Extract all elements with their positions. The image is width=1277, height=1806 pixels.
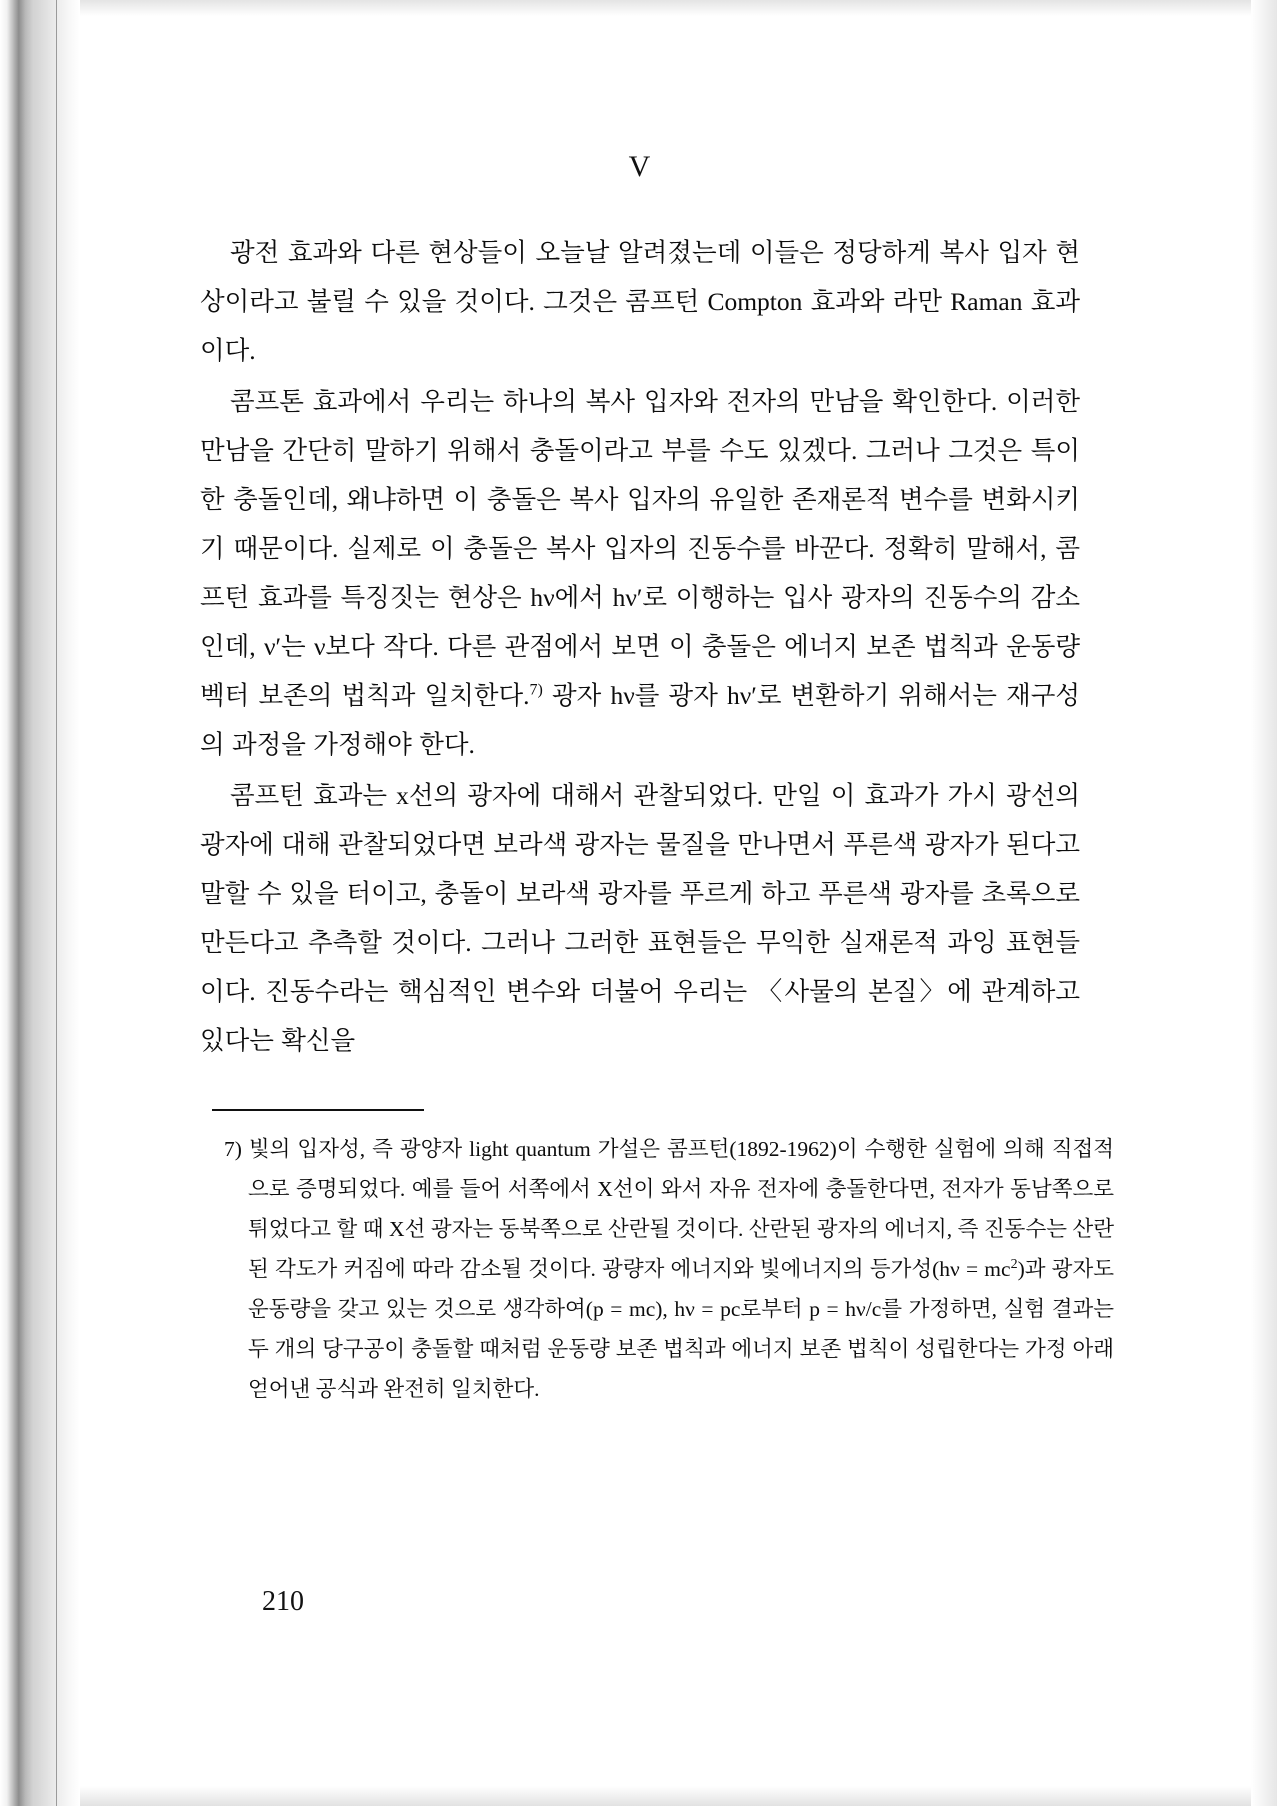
page-spine-line — [56, 0, 57, 1806]
footnote-separator — [212, 1109, 424, 1111]
footnote-7 — [212, 1129, 1114, 1409]
paragraph-2-tail: 광자 hν를 광자 hν′로 변환하기 위해서는 재구성의 과정을 가정해야 한다. — [200, 681, 1080, 759]
page-bottom-shadow — [0, 1786, 1277, 1806]
footnote-reference-7[interactable]: 7) — [529, 681, 543, 699]
paragraph-1: 광전 효과와 다른 현상들이 오늘날 알려졌는데 이들은 정당하게 복사 입자 현상이라고 불릴 수 있을 것이다. 그것은 콤프턴 Compton 효과와 라만 Raman 효과이다. — [200, 238, 1080, 365]
footnote-exponent: 2 — [1010, 1256, 1018, 1272]
page-spine-shadow — [0, 0, 34, 1806]
footnote-text-part1: 빛의 입자성, 즉 광양자 light quantum 가설은 콤프턴(1892-1962)이 수행한 실험에 의해 직접적으로 증명되었다. 예를 들어 서쪽에서 X선이 와서 자유 전자에 충돌한다면, 전자가 동남쪽으로 튀었다고 할 때 X선 광자는 동북쪽으로 산란될 것이다. 산란된 광자의 에너지, 즉 진동수는 산란된 각도가 커짐에 따라 감소될 것이다. 광량자 에너지와 빛에너지의 등가성(hν = mc — [248, 1137, 1114, 1281]
page-number: 210 — [262, 1586, 304, 1617]
paragraph-2-text: 콤프톤 효과에서 우리는 하나의 복사 입자와 전자의 만남을 확인한다. 이러한 만남을 간단히 말하기 위해서 충돌이라고 부를 수도 있겠다. 그러나 그것은 특이한 충돌인데, 왜냐하면 이 충돌은 복사 입자의 유일한 존재론적 변수를 변화시키기 때문이다. 실제로 이 충돌은 복사 입자의 진동수를 바꾼다. 정확히 말해서, 콤프턴 효과를 특징짓는 현상은 hν에서 hν′로 이행하는 입사 광자의 진동수의 감소인데, ν′는 ν보다 작다. 다른 관점에서 보면 이 충돌은 에너지 보존 법칙과 운동량 벡터 보존의 법칙과 일치한다. — [200, 387, 1080, 710]
page-right-shadow — [1251, 0, 1277, 1806]
page-top-shadow — [0, 0, 1277, 16]
section-number: V — [628, 150, 652, 183]
page-spine-gradient — [34, 0, 80, 1806]
footnote-marker: 7) — [224, 1137, 242, 1161]
paragraph-2 — [200, 377, 1080, 769]
paragraph-3: 콤프턴 효과는 x선의 광자에 대해서 관찰되었다. 만일 이 효과가 가시 광선의 광자에 대해 관찰되었다면 보라색 광자는 물질을 만나면서 푸른색 광자가 된다고 말할 수 있을 터이고, 충돌이 보라색 광자를 푸르게 하고 푸른색 광자를 초록으로 만든다고 추측할 것이다. 그러나 그러한 표현들은 무익한 실재론적 과잉 표현들이다. 진동수라는 핵심적인 변수와 더불어 우리는 〈사물의 본질〉에 관계하고 있다는 확신을 — [200, 781, 1080, 1055]
footnote-text-part2: )과 광자도 운동량을 갖고 있는 것으로 생각하여(p = mc), hν = pc로부터 p = hν/c를 가정하면, 실험 결과는 두 개의 당구공이 충돌할 때처럼 운동량 보존 법칙과 에너지 보존 법칙이 성립한다는 가정 아래 얻어낸 공식과 완전히 일치한다. — [248, 1257, 1114, 1401]
page-content — [200, 150, 1114, 1409]
